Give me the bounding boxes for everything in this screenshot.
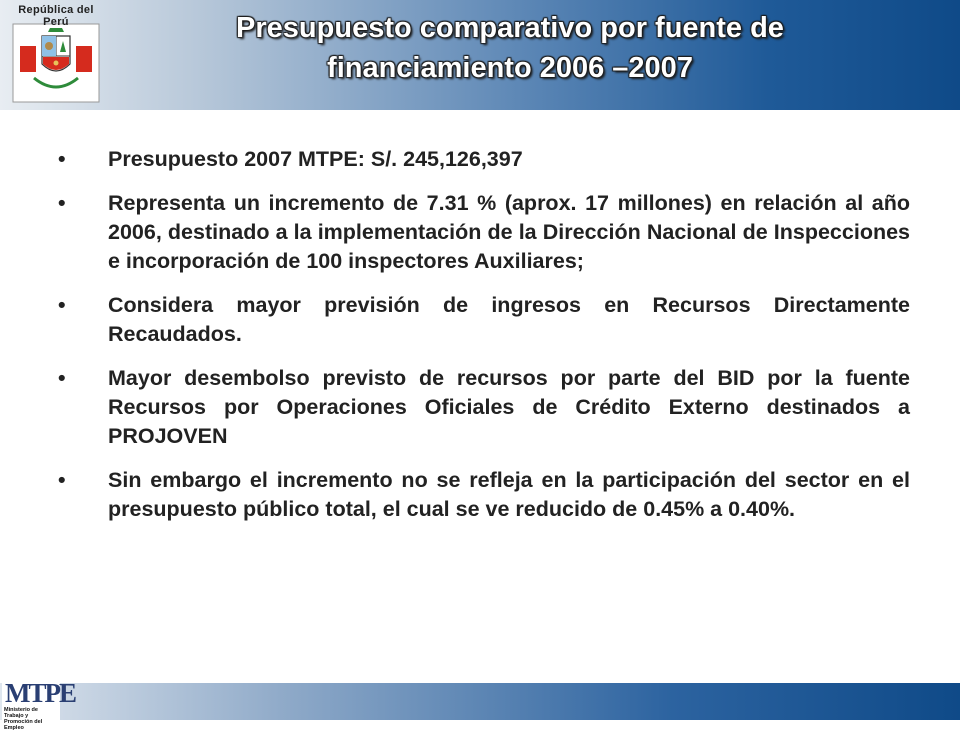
list-item-text: Mayor desembolso previsto de recursos por parte del BID por la fuente Recursos por Operaciones Oficiales de Crédito Externo destinados a PROJOVEN [108, 366, 910, 448]
bullet-icon: • [58, 366, 66, 390]
list-item [58, 291, 910, 349]
coat-of-arms-logo [8, 6, 104, 104]
list-item [58, 466, 910, 524]
seal-caption: República del Perú [18, 4, 94, 28]
list-item [58, 364, 910, 451]
bullet-icon: • [58, 147, 66, 171]
bullet-list [58, 145, 910, 539]
bullet-icon: • [58, 293, 66, 317]
bullet-icon: • [58, 191, 66, 215]
list-item-text: Representa un incremento de 7.31 % (aprox. 17 millones) en relación al año 2006, destinado a la implementación de la Dirección Nacional de Inspecciones e incorporación de 100 inspectores Auxiliares; [108, 191, 910, 273]
list-item-text: Considera mayor previsión de ingresos en Recursos Directamente Recaudados. [108, 293, 910, 346]
ministry-logo-text: Ministerio de Trabajo y Promoción del Empleo [4, 707, 43, 731]
list-item-text: Sin embargo el incremento no se refleja en la participación del sector en el presupuesto público total, el cual se ve reducido de 0.45% a 0.40%. [108, 468, 910, 521]
header-bar [0, 0, 960, 110]
list-item-text: Presupuesto 2007 MTPE: S/. 245,126,397 [108, 147, 523, 171]
list-item [58, 145, 910, 174]
ministry-logo [2, 676, 75, 731]
ministry-logo-mark: MTPE [5, 678, 75, 708]
footer-bar [0, 683, 960, 720]
page-title-line1: Presupuesto comparativo por fuente de [236, 12, 784, 44]
bullet-icon: • [58, 468, 66, 492]
page-title-line2: financiamiento 2006 –2007 [327, 52, 693, 84]
list-item [58, 189, 910, 276]
page-title [150, 8, 870, 88]
